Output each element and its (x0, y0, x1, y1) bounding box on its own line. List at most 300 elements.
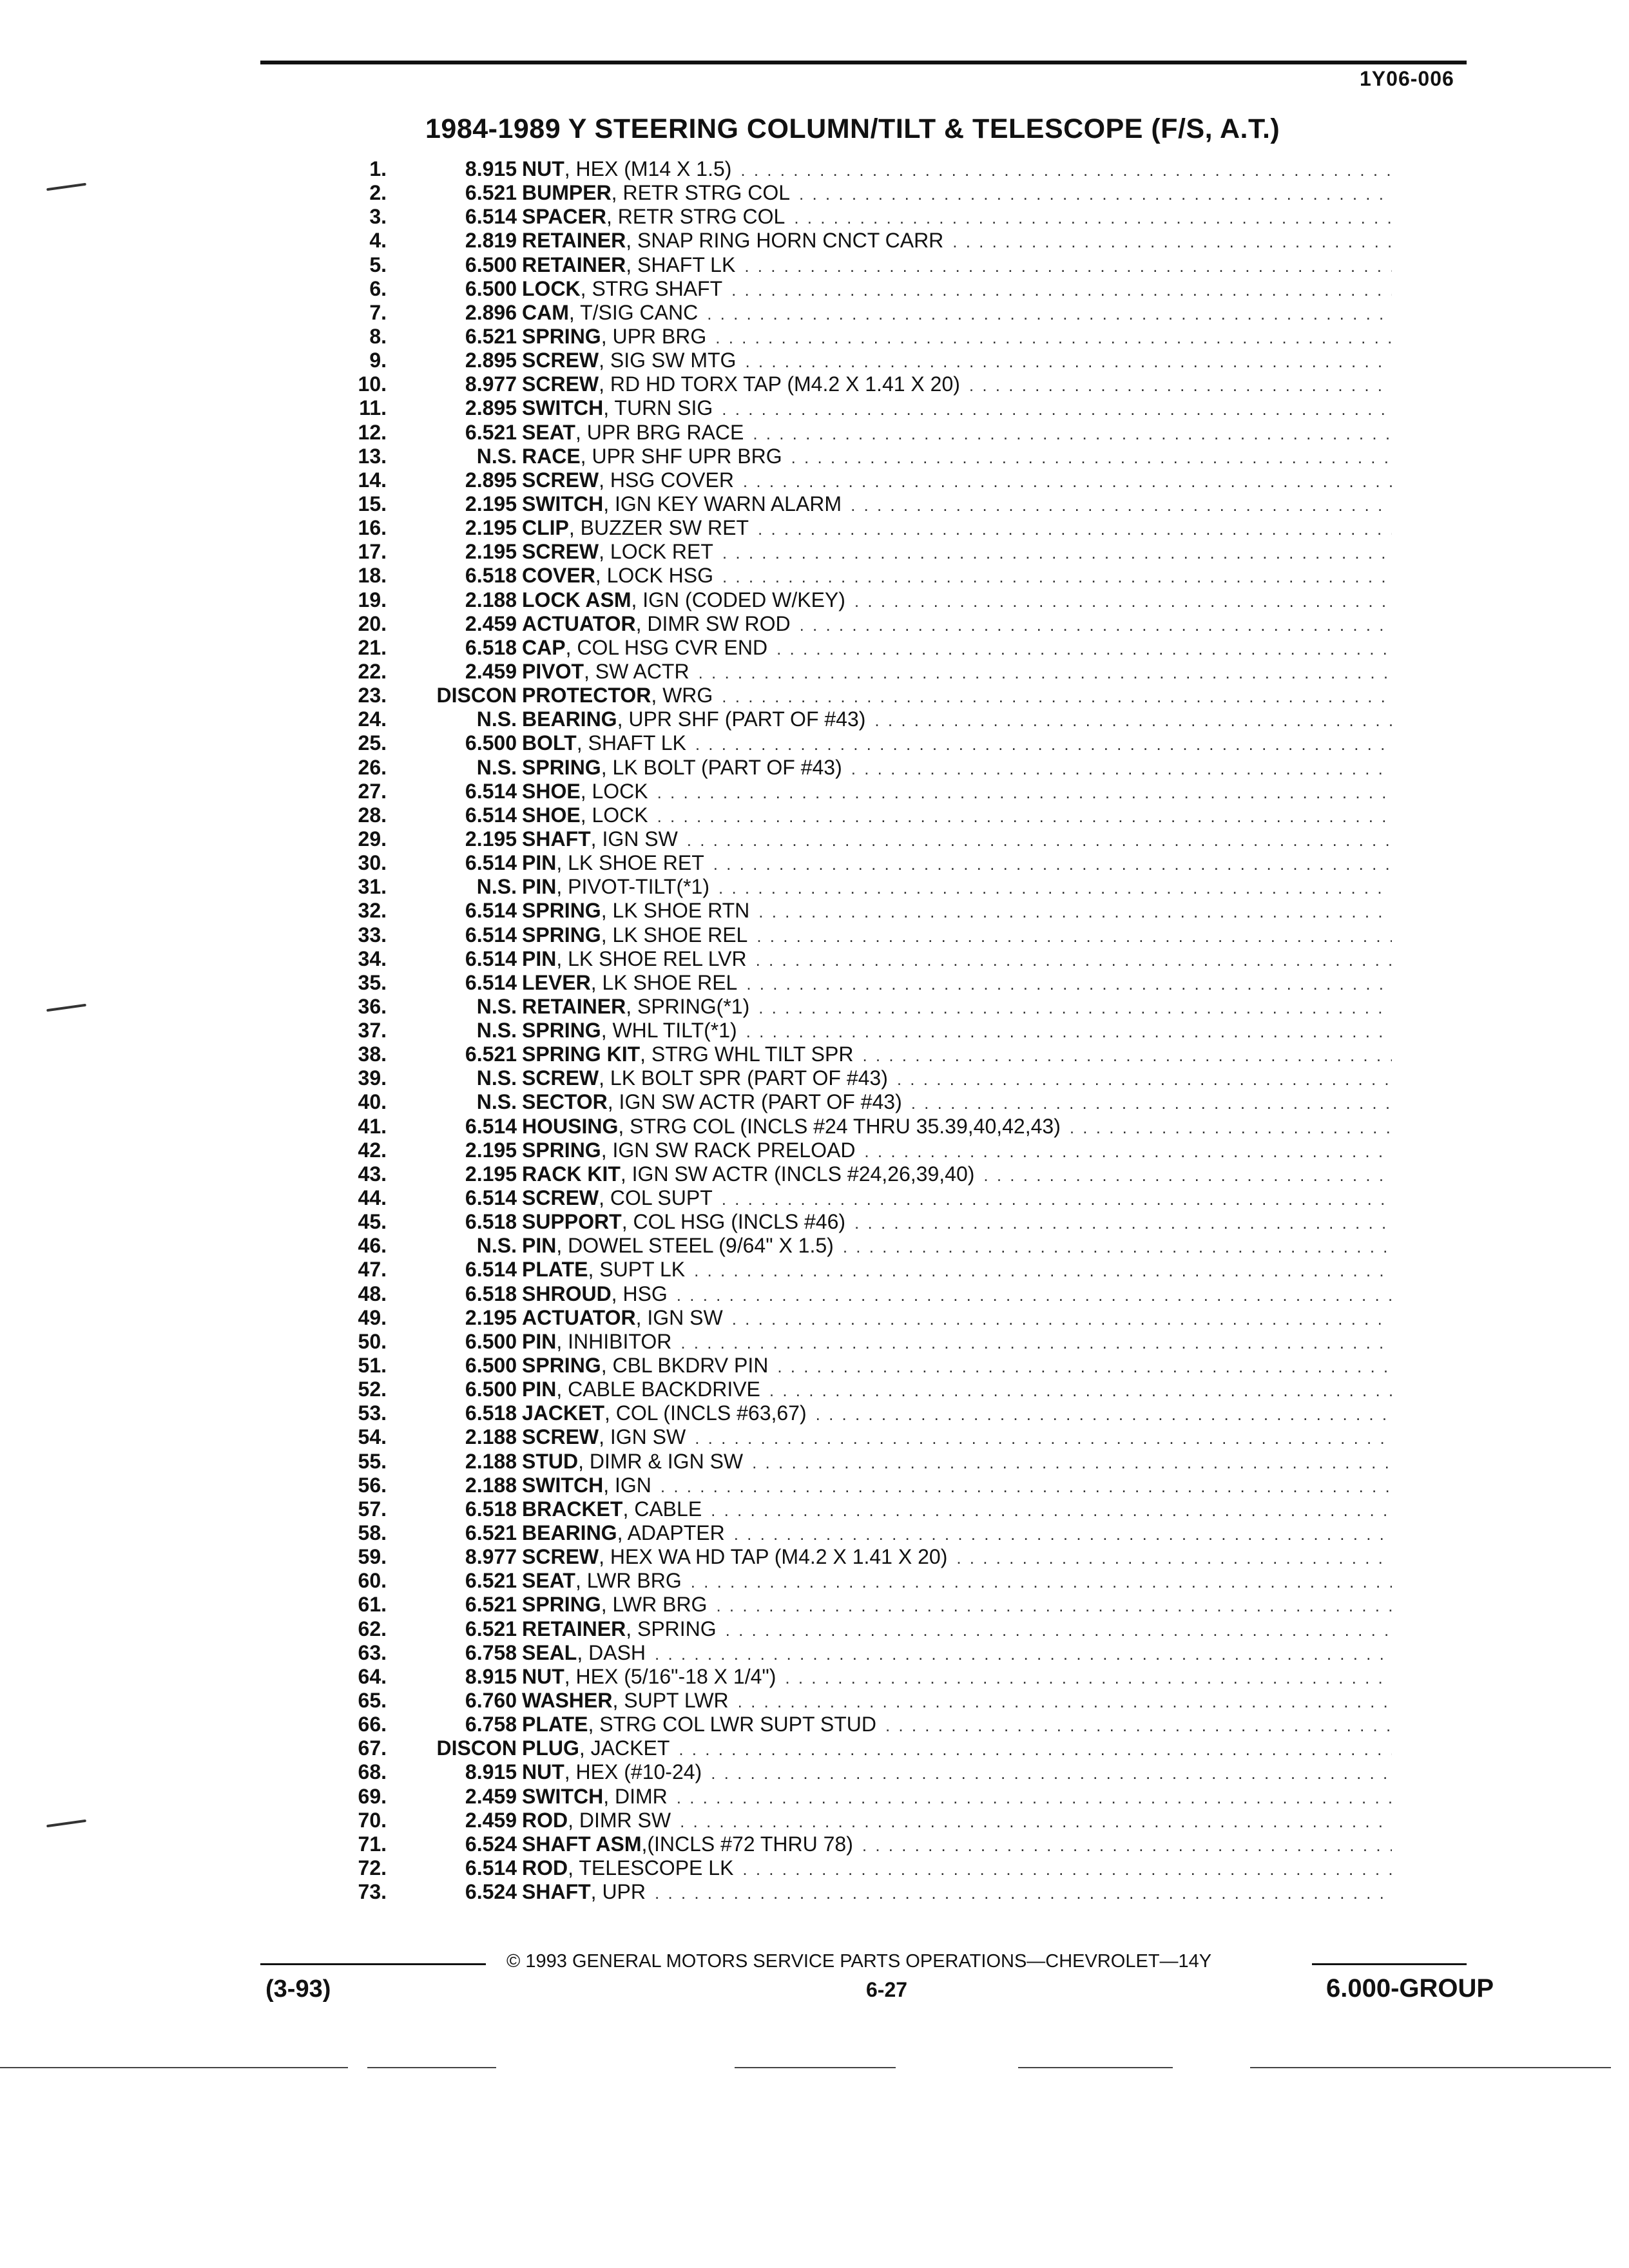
item-number: 32. (358, 899, 387, 923)
item-number: 51. (358, 1354, 387, 1378)
group-code: 6.500 (465, 731, 517, 755)
part-description (522, 1066, 1392, 1091)
part-detail: , IGN SW (635, 1305, 723, 1329)
part-description (522, 1306, 1392, 1331)
group-code: 6.521 (465, 324, 517, 348)
part-name: NUT (522, 157, 564, 180)
dot-leader (655, 1881, 1392, 1905)
parts-row (309, 1306, 1392, 1330)
item-number: 36. (358, 994, 387, 1018)
group-code: N.S. (476, 755, 517, 779)
part-detail: , DIMR (603, 1784, 668, 1808)
part-name: PLATE (522, 1258, 588, 1282)
part-name: WASHER (522, 1689, 613, 1712)
part-detail: , INHIBITOR (556, 1329, 672, 1353)
group-code: 2.459 (465, 1808, 517, 1832)
copyright-notice: © 1993 GENERAL MOTORS SERVICE PARTS OPERATIONS—CHEVROLET—14Y (506, 1951, 1212, 1972)
part-description (522, 851, 1392, 876)
scan-edge-line (0, 2067, 348, 2068)
item-number: 54. (358, 1425, 387, 1449)
parts-row (309, 875, 1392, 899)
dot-leader (864, 1140, 1392, 1164)
parts-row (309, 1736, 1392, 1760)
part-description (522, 947, 1392, 972)
part-name: SPRING (522, 1354, 601, 1378)
part-description (522, 1880, 1392, 1905)
parts-row (309, 325, 1392, 349)
dot-leader (854, 590, 1392, 613)
part-name: BUMPER (522, 181, 612, 205)
dot-leader (794, 206, 1392, 230)
dot-leader (691, 1570, 1392, 1594)
item-number: 35. (358, 970, 387, 994)
item-number: 50. (358, 1329, 387, 1353)
part-description (522, 1760, 1392, 1785)
part-name: SCREW (522, 349, 599, 372)
parts-row (309, 827, 1392, 851)
dot-leader (969, 374, 1392, 398)
parts-row (309, 157, 1392, 181)
group-code: 8.915 (465, 1760, 517, 1784)
parts-row (309, 1760, 1392, 1784)
item-number: 48. (358, 1282, 387, 1305)
parts-row (309, 421, 1392, 445)
part-description (522, 372, 1392, 398)
group-code: 2.895 (465, 468, 517, 492)
part-detail: , HSG COVER (599, 468, 734, 492)
item-number: 33. (358, 923, 387, 947)
item-number: 72. (358, 1856, 387, 1879)
item-number: 4. (369, 229, 387, 253)
item-number: 25. (358, 731, 387, 755)
parts-row (309, 731, 1392, 755)
item-number: 23. (358, 684, 387, 707)
part-description (522, 1736, 1392, 1762)
part-detail: , UPR (590, 1880, 646, 1904)
part-detail: , TELESCOPE LK (568, 1856, 734, 1879)
part-name: SPRING (522, 899, 601, 923)
group-code: 6.521 (465, 1593, 517, 1617)
parts-row (309, 707, 1392, 731)
part-name: SCREW (522, 540, 599, 564)
part-description (522, 588, 1392, 613)
part-detail: , DIMR & IGN SW (578, 1449, 744, 1473)
part-name: BEARING (522, 1521, 617, 1545)
parts-row (309, 1689, 1392, 1713)
parts-row (309, 899, 1392, 923)
parts-row (309, 516, 1392, 540)
group-code: 6.514 (465, 779, 517, 803)
parts-row (309, 492, 1392, 516)
part-name: PROTECTOR (522, 684, 651, 707)
part-name: SPRING (522, 324, 601, 348)
group-code: N.S. (476, 707, 517, 731)
part-detail: , LK BOLT (PART OF #43) (601, 755, 842, 779)
part-description (522, 1809, 1392, 1834)
item-number: 52. (358, 1378, 387, 1401)
parts-row (309, 564, 1392, 588)
part-description (522, 349, 1392, 374)
part-detail: , COL SUPT (599, 1186, 713, 1210)
part-name: CAM (522, 300, 569, 324)
part-name: SCREW (522, 468, 599, 492)
group-code: 2.195 (465, 1305, 517, 1329)
part-description (522, 1090, 1392, 1115)
group-code: 6.758 (465, 1713, 517, 1736)
part-detail: , LOCK RET (599, 540, 713, 564)
parts-row (309, 1162, 1392, 1186)
group-code: 2.896 (465, 300, 517, 324)
item-number: 24. (358, 707, 387, 731)
part-name: NUT (522, 1664, 564, 1688)
item-number: 55. (358, 1449, 387, 1473)
parts-row (309, 1330, 1392, 1354)
group-code: 2.459 (465, 611, 517, 635)
dot-leader (677, 1786, 1392, 1810)
part-name: RETAINER (522, 253, 626, 276)
part-detail: , HEX (5/16"-18 X 1/4") (564, 1664, 776, 1688)
parts-row (309, 1497, 1392, 1521)
parts-row (309, 1641, 1392, 1665)
group-code: 6.514 (465, 947, 517, 970)
group-code: 6.514 (465, 1258, 517, 1282)
part-name: SCREW (522, 1425, 599, 1449)
scan-edge-line (1250, 2067, 1611, 2068)
part-description (522, 803, 1392, 829)
dot-leader (680, 1331, 1392, 1355)
group-code: 2.459 (465, 1784, 517, 1808)
part-detail: , RETR STRG COL (611, 181, 791, 205)
item-number: 14. (358, 468, 387, 492)
item-number: 26. (358, 755, 387, 779)
parts-row (309, 1282, 1392, 1306)
part-description (522, 780, 1392, 805)
item-number: 31. (358, 875, 387, 899)
dot-leader (722, 398, 1392, 421)
part-description (522, 1425, 1392, 1450)
dot-leader (851, 757, 1392, 781)
part-detail: , CABLE (622, 1497, 702, 1521)
part-description (522, 971, 1392, 996)
dot-leader (740, 159, 1392, 182)
parts-row (309, 1186, 1392, 1210)
group-number: 6.000-GROUP (1326, 1974, 1494, 2003)
parts-row (309, 1832, 1392, 1856)
part-name: BEARING (522, 707, 617, 731)
item-number: 66. (358, 1713, 387, 1736)
group-code: 6.514 (465, 970, 517, 994)
part-description (522, 1450, 1392, 1475)
part-detail: , SHAFT LK (576, 731, 686, 755)
parts-row (309, 1665, 1392, 1689)
part-description (522, 1330, 1392, 1355)
part-description (522, 1856, 1392, 1881)
part-detail: , CBL BKDRV PIN (601, 1354, 769, 1378)
part-detail: , IGN SW ACTR (INCLS #24,26,39,40) (620, 1162, 975, 1186)
parts-row (309, 372, 1392, 396)
part-description (522, 1234, 1392, 1259)
part-detail: , PIVOT-TILT(*1) (556, 875, 709, 899)
dot-leader (660, 1475, 1392, 1499)
group-code: 6.521 (465, 1617, 517, 1640)
dot-leader (732, 1307, 1392, 1331)
part-detail: , WHL TILT(*1) (601, 1019, 737, 1043)
part-detail: , HEX (#10-24) (564, 1760, 702, 1784)
item-number: 20. (358, 611, 387, 635)
dot-leader (862, 1044, 1392, 1068)
part-description (522, 756, 1392, 781)
part-name: CAP (522, 635, 566, 659)
part-name: LOCK (522, 276, 581, 300)
group-code: 6.500 (465, 253, 517, 276)
item-number: 41. (358, 1114, 387, 1138)
group-code: N.S. (476, 875, 517, 899)
part-description (522, 899, 1392, 924)
item-number: 44. (358, 1186, 387, 1210)
group-code: 2.188 (465, 588, 517, 611)
part-name: PIN (522, 1378, 557, 1401)
part-description (522, 923, 1392, 948)
part-description (522, 1593, 1392, 1618)
group-code: 6.514 (465, 899, 517, 923)
dot-leader (722, 565, 1392, 589)
part-name: NUT (522, 1760, 564, 1784)
part-description (522, 1139, 1392, 1164)
item-number: 43. (358, 1162, 387, 1186)
dot-leader (715, 326, 1392, 350)
part-detail: , IGN SW (590, 827, 678, 850)
dot-leader (695, 1427, 1392, 1450)
part-description (522, 205, 1392, 230)
group-code: 2.195 (465, 516, 517, 540)
item-number: 57. (358, 1497, 387, 1521)
dot-leader (657, 805, 1392, 829)
part-detail: , STRG SHAFT (580, 276, 723, 300)
dot-leader (816, 1403, 1392, 1427)
parts-row (309, 445, 1392, 468)
parts-row (309, 636, 1392, 660)
parts-row (309, 923, 1392, 947)
dot-leader (758, 517, 1392, 541)
part-detail: , JACKET (579, 1736, 670, 1760)
part-detail: , STRG COL (INCLS #24 THRU 35.39,40,42,43) (618, 1114, 1061, 1138)
binder-hole-mark (46, 183, 86, 191)
page-title: 1984-1989 Y STEERING COLUMN/TILT & TELESCOPE (F/S, A.T.) (425, 113, 1280, 144)
item-number: 64. (358, 1664, 387, 1688)
part-description (522, 1282, 1392, 1307)
part-description (522, 1186, 1392, 1211)
part-name: RETAINER (522, 1617, 626, 1640)
dot-leader (734, 1523, 1392, 1546)
item-number: 8. (369, 324, 387, 348)
part-detail: , LK SHOE REL (601, 923, 748, 947)
parts-row (309, 1521, 1392, 1545)
dot-leader (746, 972, 1392, 996)
part-description (522, 1258, 1392, 1283)
parts-row (309, 1425, 1392, 1449)
parts-row (309, 205, 1392, 229)
part-detail: , LWR BRG (601, 1593, 708, 1617)
part-description (522, 1043, 1392, 1068)
part-detail: , STRG WHL TILT SPR (640, 1043, 854, 1066)
parts-row (309, 756, 1392, 780)
part-description (522, 1474, 1392, 1499)
part-name: JACKET (522, 1401, 605, 1425)
part-description (522, 995, 1392, 1020)
dot-leader (738, 1690, 1392, 1714)
part-description (522, 684, 1392, 709)
part-detail: , SHAFT LK (626, 253, 736, 276)
group-code: N.S. (476, 1019, 517, 1043)
item-number: 37. (358, 1019, 387, 1043)
parts-row (309, 349, 1392, 372)
dot-leader (758, 900, 1392, 924)
parts-row (309, 1569, 1392, 1593)
dot-leader (677, 1283, 1392, 1307)
group-code: 6.500 (465, 1378, 517, 1401)
parts-row (309, 468, 1392, 492)
part-detail: , DIMR SW ROD (635, 611, 791, 635)
part-description (522, 1641, 1392, 1666)
dot-leader (742, 1858, 1392, 1881)
dot-leader (983, 1164, 1392, 1187)
part-name: SPRING (522, 1138, 601, 1162)
part-detail: , LWR BRG (575, 1569, 682, 1593)
group-code: 6.514 (465, 205, 517, 229)
part-name: RETAINER (522, 994, 626, 1018)
part-name: PIN (522, 947, 557, 970)
part-detail: , SW ACTR (584, 659, 689, 683)
part-detail: , UPR BRG (601, 324, 707, 348)
part-detail: , ADAPTER (617, 1521, 725, 1545)
group-code: N.S. (476, 994, 517, 1018)
header-rule (260, 61, 1467, 64)
part-name: ACTUATOR (522, 611, 636, 635)
part-detail: , COL (INCLS #63,67) (604, 1401, 807, 1425)
part-detail: ,(INCLS #72 THRU 78) (641, 1832, 853, 1856)
part-description (522, 492, 1392, 517)
part-description (522, 1713, 1392, 1738)
part-name: ROD (522, 1808, 568, 1832)
part-name: SWITCH (522, 396, 604, 420)
part-description (522, 396, 1392, 421)
part-name: SHOE (522, 803, 581, 827)
part-name: SHAFT (522, 827, 591, 850)
group-code: 2.195 (465, 1162, 517, 1186)
part-detail: , IGN (CODED W/KEY) (631, 588, 845, 611)
dot-leader (722, 541, 1392, 565)
revision-date: (3-93) (265, 1975, 331, 2003)
part-description (522, 1569, 1392, 1594)
group-code: 6.758 (465, 1640, 517, 1664)
item-number: 3. (369, 205, 387, 229)
part-name: PLATE (522, 1713, 588, 1736)
part-name: HOUSING (522, 1114, 619, 1138)
item-number: 40. (358, 1090, 387, 1114)
item-number: 70. (358, 1808, 387, 1832)
part-name: CLIP (522, 516, 569, 540)
group-code: 2.195 (465, 492, 517, 515)
part-description (522, 875, 1392, 900)
parts-row (309, 1019, 1392, 1043)
part-detail: , UPR SHF (PART OF #43) (617, 707, 866, 731)
part-detail: , SNAP RING HORN CNCT CARR (626, 229, 944, 253)
part-description (522, 1019, 1392, 1044)
dot-leader (657, 781, 1392, 805)
part-description (522, 253, 1392, 278)
item-number: 22. (358, 659, 387, 683)
group-code: 2.819 (465, 229, 517, 253)
dot-leader (843, 1235, 1392, 1259)
group-code: 8.915 (465, 157, 517, 180)
part-description (522, 157, 1392, 182)
group-code: 6.518 (465, 635, 517, 659)
part-detail: , SPRING(*1) (626, 994, 750, 1018)
dot-leader (726, 1619, 1392, 1642)
parts-row (309, 1115, 1392, 1139)
scan-edge-line (735, 2067, 896, 2068)
part-description (522, 1378, 1392, 1403)
parts-row (309, 1713, 1392, 1736)
dot-leader (758, 996, 1392, 1020)
part-description (522, 325, 1392, 350)
group-code: 2.195 (465, 1138, 517, 1162)
group-code: 2.195 (465, 540, 517, 564)
part-detail: , UPR SHF UPR BRG (580, 444, 782, 468)
item-number: 34. (358, 947, 387, 970)
parts-row (309, 1880, 1392, 1904)
page-code: 1Y06-006 (1360, 67, 1454, 90)
parts-row (309, 1210, 1392, 1234)
group-code: 6.521 (465, 1569, 517, 1593)
part-name: COVER (522, 564, 595, 588)
item-number: 42. (358, 1138, 387, 1162)
part-detail: , SIG SW MTG (599, 349, 737, 372)
part-name: SUPPORT (522, 1210, 622, 1234)
scan-edge-line (1018, 2067, 1173, 2068)
parts-row (309, 1856, 1392, 1880)
part-detail: , LK SHOE RTN (601, 899, 750, 923)
group-code: N.S. (476, 1090, 517, 1114)
part-detail: , BUZZER SW RET (568, 516, 749, 540)
item-number: 68. (358, 1760, 387, 1784)
part-description (522, 612, 1392, 637)
item-number: 53. (358, 1401, 387, 1425)
parts-row (309, 588, 1392, 612)
parts-row (309, 612, 1392, 636)
group-code: 2.188 (465, 1449, 517, 1473)
part-name: SEAL (522, 1640, 577, 1664)
group-code: 6.514 (465, 1856, 517, 1879)
dot-leader (695, 733, 1392, 756)
part-description (522, 636, 1392, 661)
group-code: DISCON (436, 1736, 517, 1760)
parts-row (309, 1593, 1392, 1617)
part-description (522, 1497, 1392, 1523)
part-detail: , LOCK (580, 803, 648, 827)
dot-leader (713, 852, 1392, 876)
item-number: 29. (358, 827, 387, 850)
part-name: RACK KIT (522, 1162, 621, 1186)
part-name: SHAFT ASM (522, 1832, 642, 1856)
part-description (522, 301, 1392, 326)
part-name: SCREW (522, 1066, 599, 1090)
part-detail: , STRG COL LWR SUPT STUD (588, 1713, 876, 1736)
item-number: 19. (358, 588, 387, 611)
item-number: 58. (358, 1521, 387, 1545)
group-code: 6.524 (465, 1832, 517, 1856)
group-code: 6.518 (465, 1210, 517, 1234)
